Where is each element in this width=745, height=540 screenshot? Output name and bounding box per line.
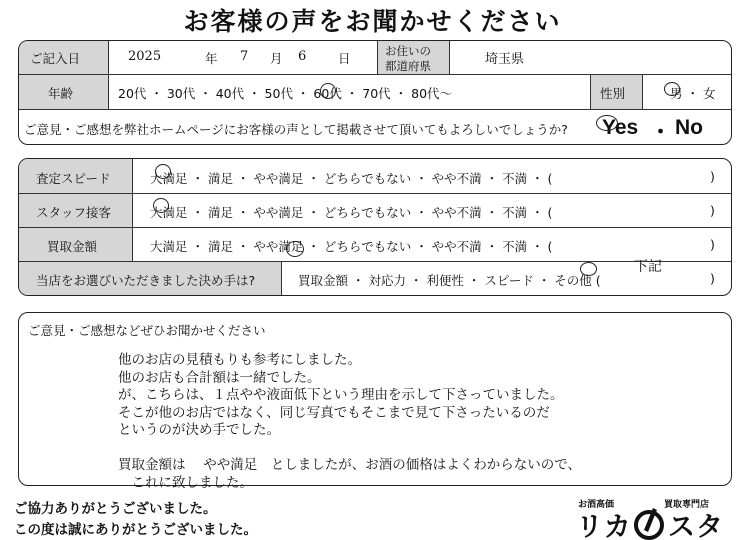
rating-label-staff: スタッフ接客 <box>36 205 112 220</box>
logo-name-left: リカ <box>576 512 632 540</box>
rating-selected-mark-staff <box>153 198 169 213</box>
comment-line: 他のお店も合計額は一緒でした。 <box>118 369 321 386</box>
month-unit: 月 <box>270 51 283 66</box>
rating-close-staff: ) <box>710 203 715 218</box>
comment-line: そこが他のお店ではなく、同じ写真でもそこまで見て下さったいるのだ <box>118 404 550 421</box>
month-value: 7 <box>240 49 249 64</box>
prefecture-value: 埼玉県 <box>485 52 525 67</box>
comment-line: が、こちらは、１点やや液面低下という理由を示して下さっていました。 <box>118 387 564 403</box>
rating-close-speed: ) <box>710 169 715 184</box>
gender-label: 性別 <box>600 86 626 101</box>
gender-selected-mark <box>664 82 680 96</box>
age-options: 20代 ・ 30代 ・ 40代 ・ 50代 ・ 60代 ・ 70代 ・ 80代〜 <box>118 86 453 101</box>
day-value: 6 <box>298 49 307 64</box>
page-title: お客様の声をお聞かせください <box>183 7 562 36</box>
age-label: 年齢 <box>48 86 74 101</box>
rating-options-staff: 大満足 ・ 満足 ・ やや満足 ・ どちらでもない ・ やや不満 ・ 不満 ・ ( <box>150 205 553 220</box>
rating-selected-mark-speed <box>155 164 171 179</box>
rating-options-speed: 大満足 ・ 満足 ・ やや満足 ・ どちらでもない ・ やや不満 ・ 不満 ・ ( <box>150 171 553 186</box>
decision-label: 当店をお選びいただきました決め手は? <box>36 273 256 288</box>
publish-yes: Yes <box>602 116 639 139</box>
bottle-icon <box>632 506 666 540</box>
comments-body <box>118 352 581 492</box>
thanks-line-2: この度は誠にありがとうございました。 <box>14 522 257 538</box>
logo-tagline-right: 買取専門店 <box>664 500 710 510</box>
prefecture-label-line1: お住いの <box>385 44 431 58</box>
comment-line: 他のお店の見積もりも参考にしました。 <box>118 352 361 368</box>
logo-name-right: スタ <box>668 512 724 540</box>
decision-selected-mark <box>580 262 597 276</box>
decision-handwritten: 下記 <box>634 259 662 275</box>
comments-label: ご意見・ご感想などぜひお聞かせください <box>28 323 266 338</box>
year-unit: 年 <box>205 51 218 66</box>
date-label: ご記入日 <box>30 51 81 66</box>
publish-question: ご意見・ご感想を弊社ホームページにお客様の声として掲載させて頂いてもよろしいでしょうか? <box>24 122 568 137</box>
logo-tagline-left: お酒高価 <box>578 500 615 510</box>
rating-options-price: 大満足 ・ 満足 ・ やや満足 ・ どちらでもない ・ やや不満 ・ 不満 ・ ( <box>150 239 553 254</box>
thanks-line-1: ご協力ありがとうございました。 <box>14 501 217 517</box>
rating-label-price: 買取金額 <box>47 239 98 254</box>
age-selected-mark <box>320 83 336 99</box>
publish-selected-mark <box>596 115 618 131</box>
comment-line: というのが決め手でした。 <box>118 422 280 438</box>
day-unit: 日 <box>338 51 351 66</box>
rating-close-price: ) <box>710 237 715 252</box>
comment-line <box>118 440 581 458</box>
rating-selected-mark-price <box>286 241 304 257</box>
rating-label-speed: 査定スピード <box>36 171 111 186</box>
decision-options: 買取金額 ・ 対応力 ・ 利便性 ・ スピード ・ その他 ( <box>298 273 601 288</box>
decision-close: ) <box>710 271 715 286</box>
publish-dot: ・ <box>650 121 671 144</box>
publish-no: No <box>675 116 703 139</box>
brand-logo <box>572 495 742 540</box>
year-value: 2025 <box>128 49 162 64</box>
gender-options: 男 ・ 女 <box>670 86 716 101</box>
prefecture-label-line2: 都道府県 <box>385 59 431 73</box>
comment-line: これに致しました。 <box>118 474 253 491</box>
comment-line: 買取金額は やや満足 としましたが、お酒の価格はよくわからないので、 <box>118 457 582 473</box>
